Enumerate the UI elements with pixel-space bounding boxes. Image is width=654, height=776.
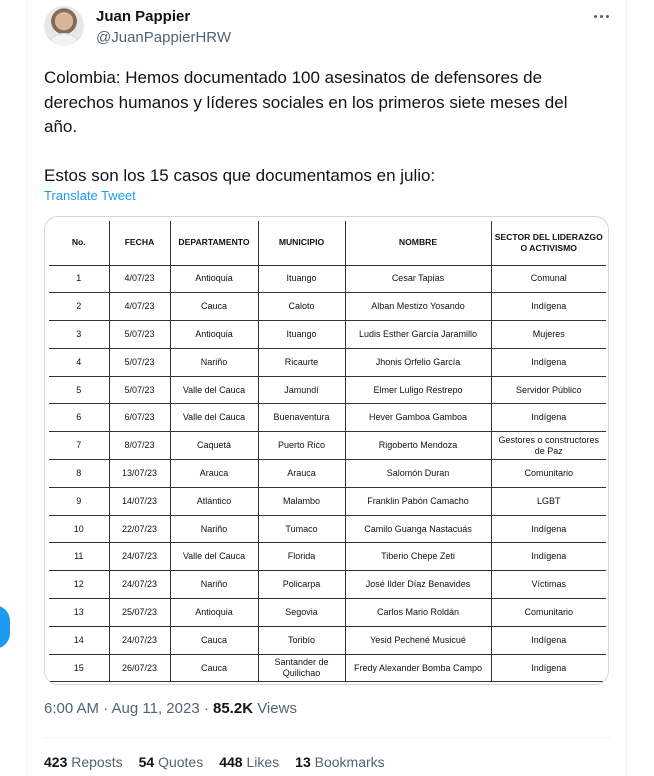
table-cell: 15	[49, 654, 109, 682]
table-cell: Alban Mestizo Yosando	[345, 293, 491, 321]
table-row	[49, 404, 606, 432]
table-cell: 24/07/23	[109, 626, 170, 654]
timestamp-text[interactable]: 6:00 AM · Aug 11, 2023 ·	[44, 700, 213, 717]
table-cell: Nariño	[170, 515, 258, 543]
reposts-stat[interactable]	[44, 754, 123, 770]
bookmarks-count: 13	[295, 754, 311, 770]
table-cell: Carlos Mario Roldán	[345, 599, 491, 627]
table-cell: 10	[49, 515, 109, 543]
table-cell: Puerto Rico	[258, 432, 345, 460]
table-cell: 12	[49, 571, 109, 599]
table-cell: Yesid Pechené Musicué	[345, 626, 491, 654]
engagement-stats	[44, 754, 385, 770]
table-cell: Valle del Cauca	[170, 404, 258, 432]
table-cell: Tiberio Chepe Zeti	[345, 543, 491, 571]
table-cell: Malambo	[258, 487, 345, 515]
table-cell: Jamundí	[258, 376, 345, 404]
table-cell: 25/07/23	[109, 599, 170, 627]
table-cell: Ludis Esther García Jaramillo	[345, 321, 491, 349]
bookmarks-stat[interactable]	[295, 754, 385, 770]
table-cell: 13/07/23	[109, 460, 170, 488]
table-cell: 6/07/23	[109, 404, 170, 432]
table-cell: Comunitario	[491, 599, 606, 627]
avatar-shirt	[50, 33, 78, 46]
table-header-cell: No.	[49, 221, 109, 265]
quotes-stat[interactable]	[139, 754, 204, 770]
table-cell: Víctimas	[491, 571, 606, 599]
table-row	[49, 599, 606, 627]
reposts-label: Reposts	[67, 754, 123, 770]
quotes-count: 54	[138, 754, 155, 770]
table-cell: Indígena	[491, 654, 606, 682]
table-cell: Antioquia	[170, 265, 258, 293]
translate-tweet-link[interactable]: Translate Tweet	[44, 188, 136, 203]
table-cell: Arauca	[258, 460, 345, 488]
table-cell: 4/07/23	[109, 293, 170, 321]
table-cell: 5/07/23	[109, 348, 170, 376]
table-cell: Indígena	[491, 293, 606, 321]
table-cell: 5/07/23	[109, 376, 170, 404]
table-cell: 24/07/23	[109, 571, 170, 599]
table-cell: Servidor Público	[491, 376, 606, 404]
table-row	[49, 460, 606, 488]
table-cell: Valle del Cauca	[170, 376, 258, 404]
table-cell: Ituango	[258, 265, 345, 293]
table-header-cell: SECTOR DEL LIDERAZGO O ACTIVISMO	[491, 221, 606, 265]
tweet-text: Colombia: Hemos documentado 100 asesinatos de defensores de derechos humanos y líderes sociales en los primeros siete meses del año. Estos son los 15 casos que documentamos en julio:	[44, 68, 568, 185]
table-cell: Cesar Tapias	[345, 265, 491, 293]
table-cell: 14/07/23	[109, 487, 170, 515]
table-cell: Ituango	[258, 321, 345, 349]
table-row	[49, 265, 606, 293]
table-row	[49, 432, 606, 460]
table-cell: LGBT	[491, 487, 606, 515]
table-cell: Nariño	[170, 571, 258, 599]
table-cell: 11	[49, 543, 109, 571]
table-cell: Fredy Alexander Bomba Campo	[345, 654, 491, 682]
table-cell: 6	[49, 404, 109, 432]
table-cell: Indígena	[491, 543, 606, 571]
table-row	[49, 515, 606, 543]
likes-stat[interactable]	[219, 754, 279, 770]
table-cell: Cauca	[170, 293, 258, 321]
likes-count: 448	[219, 754, 243, 770]
bookmarks-label: Bookmarks	[310, 754, 385, 770]
table-header-cell: DEPARTAMENTO	[170, 221, 258, 265]
table-cell: Jhonis Orfelio García	[345, 348, 491, 376]
table-cell: Elmer Luligo Restrepo	[345, 376, 491, 404]
table-cell: Segovia	[258, 599, 345, 627]
tweet-timestamp	[44, 700, 297, 717]
table-cell: 4/07/23	[109, 265, 170, 293]
table-cell: Valle del Cauca	[170, 543, 258, 571]
table-cell: 24/07/23	[109, 543, 170, 571]
table-cell: Antioquia	[170, 321, 258, 349]
table-header-row	[49, 221, 606, 265]
quotes-label: Quotes	[154, 754, 204, 770]
table-cell: Nariño	[170, 348, 258, 376]
table-cell: 7	[49, 432, 109, 460]
table-cell: Indígena	[491, 404, 606, 432]
table-cell: 22/07/23	[109, 515, 170, 543]
table-cell: Arauca	[170, 460, 258, 488]
table-cell: 2	[49, 293, 109, 321]
table-cell: Camilo Guanga Nastacuás	[345, 515, 491, 543]
floating-action-button[interactable]	[0, 605, 10, 649]
table-cell: Toribío	[258, 626, 345, 654]
table-header-cell: MUNICIPIO	[258, 221, 345, 265]
table-cell: Ricaurte	[258, 348, 345, 376]
table-cell: Santander de Quilichao	[258, 654, 345, 682]
table-cell: Caloto	[258, 293, 345, 321]
divider	[44, 737, 610, 738]
table-cell: 26/07/23	[109, 654, 170, 682]
table-row	[49, 321, 606, 349]
author-name[interactable]: Juan Pappier	[96, 8, 191, 25]
table-cell: Mujeres	[491, 321, 606, 349]
tweet-image[interactable]	[44, 216, 609, 685]
views-label: Views	[253, 700, 297, 717]
table-cell: Tumaco	[258, 515, 345, 543]
reposts-count: 423	[44, 754, 68, 770]
table-header-cell: FECHA	[109, 221, 170, 265]
table-cell: Cauca	[170, 626, 258, 654]
table-cell: 8	[49, 460, 109, 488]
table-cell: Buenaventura	[258, 404, 345, 432]
table-cell: Indígena	[491, 515, 606, 543]
likes-label: Likes	[242, 754, 280, 770]
table-cell: Caquetá	[170, 432, 258, 460]
table-cell: 5	[49, 376, 109, 404]
cases-table	[49, 221, 606, 682]
author-handle[interactable]: @JuanPappierHRW	[96, 29, 232, 46]
table-cell: Hever Gamboa Gamboa	[345, 404, 491, 432]
table-cell: 1	[49, 265, 109, 293]
table-cell: 14	[49, 626, 109, 654]
table-row	[49, 376, 606, 404]
table-cell: Antioquia	[170, 599, 258, 627]
more-icon[interactable]	[588, 6, 614, 26]
table-cell: 9	[49, 487, 109, 515]
avatar[interactable]	[44, 6, 84, 46]
table-cell: 8/07/23	[109, 432, 170, 460]
table-cell: 5/07/23	[109, 321, 170, 349]
table-cell: Comunitario	[491, 460, 606, 488]
table-cell: Policarpa	[258, 571, 345, 599]
table-row	[49, 654, 606, 682]
table-cell: Atlántico	[170, 487, 258, 515]
table-row	[49, 293, 606, 321]
views-count: 85.2K	[213, 700, 254, 717]
table-cell: Florida	[258, 543, 345, 571]
table-cell: Indígena	[491, 626, 606, 654]
table-row	[49, 348, 606, 376]
table-cell: Salomón Duran	[345, 460, 491, 488]
table-header-cell: NOMBRE	[345, 221, 491, 265]
table-row	[49, 487, 606, 515]
table-cell: José Ilder Díaz Benavides	[345, 571, 491, 599]
table-row	[49, 626, 606, 654]
table-row	[49, 571, 606, 599]
table-cell: Rigoberto Mendoza	[345, 432, 491, 460]
table-cell: 13	[49, 599, 109, 627]
table-cell: 4	[49, 348, 109, 376]
table-row	[49, 543, 606, 571]
table-cell: Indígena	[491, 348, 606, 376]
table-cell: Comunal	[491, 265, 606, 293]
table-cell: Franklin Pabón Camacho	[345, 487, 491, 515]
table-cell: Gestores o constructores de Paz	[491, 432, 606, 460]
table-cell: Cauca	[170, 654, 258, 682]
table-cell: 3	[49, 321, 109, 349]
